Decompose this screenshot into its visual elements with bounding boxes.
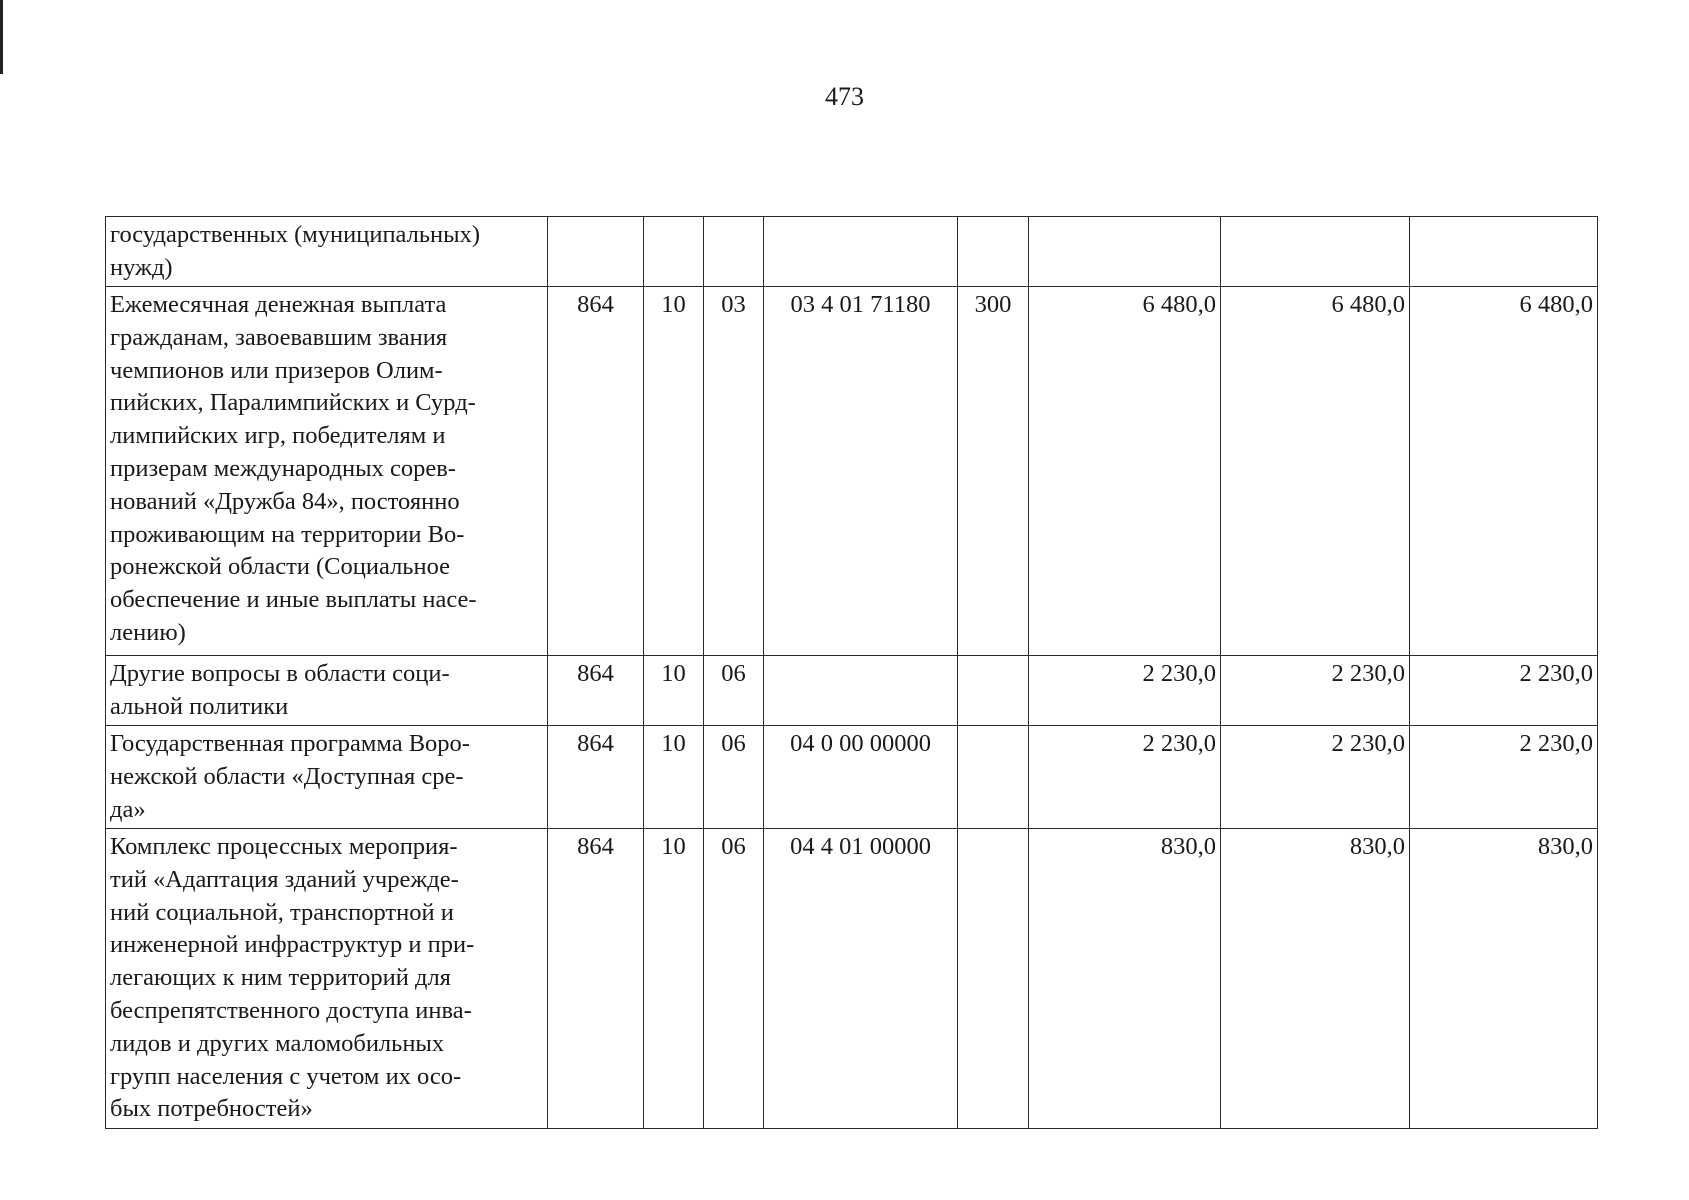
cell-item-name (106, 656, 548, 726)
item-name-line: Другие вопросы в области соци- (110, 660, 450, 687)
item-name-line: лению) (110, 618, 186, 646)
cell-expense-type-code (958, 656, 1029, 726)
cell-section-code: 10 (644, 829, 704, 1129)
item-name-line: Ежемесячная денежная выплата (110, 291, 447, 318)
cell-amount-year-1: 830,0 (1029, 829, 1221, 1129)
cell-amount-year-3: 830,0 (1410, 829, 1598, 1129)
cell-target-article-code: 04 0 00 00000 (764, 726, 958, 829)
item-name-line: обеспечение и иные выплаты насе- (110, 586, 477, 614)
cell-target-article-code: 03 4 01 71180 (764, 287, 958, 656)
cell-section-code: 10 (644, 726, 704, 829)
item-name-line: бых потребностей» (110, 1095, 313, 1123)
cell-subsection-code: 06 (704, 656, 764, 726)
item-name-line: инженерной инфраструктур и при- (110, 931, 475, 959)
cell-amount-year-2: 2 230,0 (1221, 726, 1410, 829)
cell-expense-type-code (958, 726, 1029, 829)
cell-amount-year-1 (1029, 217, 1221, 287)
table-row (106, 287, 1598, 656)
item-name-line: групп населения с учетом их осо- (110, 1062, 462, 1090)
table-row (106, 656, 1598, 726)
cell-subsection-code: 03 (704, 287, 764, 656)
item-name-line: тий «Адаптация зданий учрежде- (110, 865, 459, 893)
cell-ved-code: 864 (548, 656, 644, 726)
page-number: 473 (825, 82, 864, 111)
cell-target-article-code: 04 4 01 00000 (764, 829, 958, 1129)
item-name-line: ронежской области (Социальное (110, 553, 451, 581)
cell-expense-type-code (958, 217, 1029, 287)
cell-amount-year-1: 6 480,0 (1029, 287, 1221, 656)
cell-amount-year-3: 2 230,0 (1410, 726, 1598, 829)
cell-subsection-code: 06 (704, 726, 764, 829)
cell-section-code: 10 (644, 656, 704, 726)
cell-target-article-code (764, 217, 958, 287)
scan-edge-mark (0, 0, 3, 74)
cell-amount-year-2: 2 230,0 (1221, 656, 1410, 726)
cell-ved-code (548, 217, 644, 287)
cell-expense-type-code: 300 (958, 287, 1029, 656)
cell-section-code (644, 217, 704, 287)
cell-subsection-code: 06 (704, 829, 764, 1129)
cell-ved-code: 864 (548, 829, 644, 1129)
cell-item-name (106, 726, 548, 829)
cell-target-article-code (764, 656, 958, 726)
item-name-line: беспрепятственного доступа инва- (110, 996, 472, 1024)
cell-amount-year-1: 2 230,0 (1029, 656, 1221, 726)
cell-amount-year-2 (1221, 217, 1410, 287)
cell-item-name (106, 829, 548, 1129)
item-name-line: Комплекс процессных мероприя- (110, 833, 458, 860)
cell-ved-code: 864 (548, 287, 644, 656)
table-row (106, 726, 1598, 829)
item-name-line: нований «Дружба 84», постоянно (110, 487, 460, 515)
item-name-line: ний социальной, транспортной и (110, 898, 454, 926)
table-row (106, 829, 1598, 1129)
cell-amount-year-3: 6 480,0 (1410, 287, 1598, 656)
cell-amount-year-2: 830,0 (1221, 829, 1410, 1129)
cell-subsection-code (704, 217, 764, 287)
cell-item-name (106, 217, 548, 287)
item-name-line: да» (110, 795, 146, 823)
item-name-line: нужд) (110, 253, 173, 281)
item-name-line: проживающим на территории Во- (110, 520, 465, 548)
item-name-line: нежской области «Доступная сре- (110, 762, 464, 790)
budget-table (105, 216, 1598, 1129)
cell-item-name (106, 287, 548, 656)
item-name-line: призерам международных сорев- (110, 454, 456, 482)
cell-expense-type-code (958, 829, 1029, 1129)
cell-ved-code: 864 (548, 726, 644, 829)
item-name-line: пийских, Паралимпийских и Сурд- (110, 389, 476, 417)
cell-amount-year-2: 6 480,0 (1221, 287, 1410, 656)
item-name-line: государственных (муниципальных) (110, 221, 481, 248)
table-body (106, 217, 1598, 1129)
item-name-line: гражданам, завоевавшим звания (110, 323, 448, 351)
item-name-line: лидов и других маломобильных (110, 1029, 445, 1057)
item-name-line: легающих к ним территорий для (110, 964, 451, 992)
cell-amount-year-3: 2 230,0 (1410, 656, 1598, 726)
cell-section-code: 10 (644, 287, 704, 656)
item-name-line: Государственная программа Воро- (110, 730, 470, 757)
cell-amount-year-3 (1410, 217, 1598, 287)
item-name-line: альной политики (110, 692, 289, 720)
table-row (106, 217, 1598, 287)
item-name-line: лимпийских игр, победителям и (110, 422, 446, 450)
cell-amount-year-1: 2 230,0 (1029, 726, 1221, 829)
item-name-line: чемпионов или призеров Олим- (110, 356, 443, 384)
